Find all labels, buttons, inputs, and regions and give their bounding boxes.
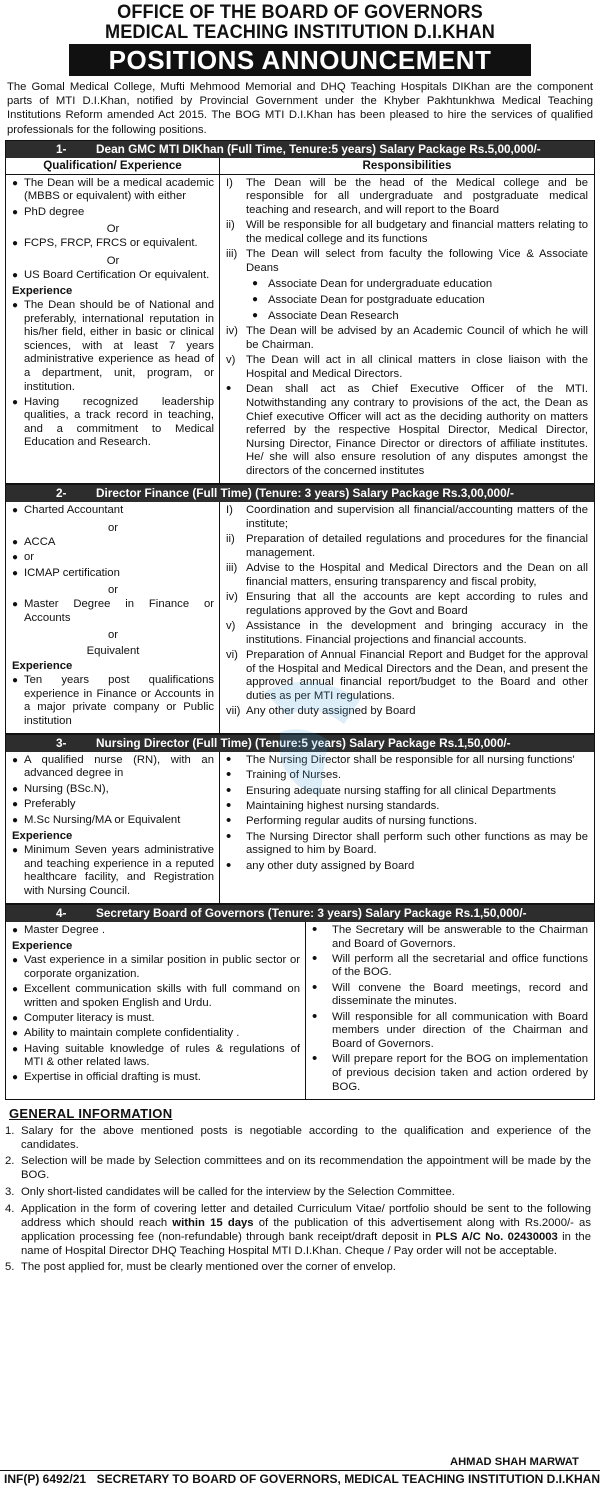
responsibilities-column [220, 752, 594, 903]
general-info-number: 2. [5, 1155, 15, 1168]
qualification-text: ICMAP certification [24, 566, 120, 579]
responsibility-item [226, 781, 588, 799]
responsibility-text: Preparation of detailed regulations and procedures for the financial management. [246, 533, 588, 559]
qualification-item [12, 551, 214, 565]
responsibility-marker: I) [226, 176, 233, 189]
experience-item [12, 844, 214, 898]
responsibility-text: Coordination and supervision all financial/accounting matters of the institute; [246, 504, 588, 530]
qualification-item [12, 814, 214, 828]
positions-list [5, 140, 595, 1100]
office-title: OFFICE OF THE BOARD OF GOVERNORS [117, 1, 483, 23]
qualification-item [12, 924, 300, 938]
responsibility-item [312, 920, 588, 951]
responsibility-marker: • [312, 949, 318, 967]
qualification-text: Master Degree . [24, 923, 105, 936]
position-title: Secretary Board of Governors (Tenure: 3 years) Salary Package Rs.1,50,000/- [96, 905, 527, 920]
or-separator: Equivalent [86, 644, 140, 657]
responsibility-text: Will prepare report for the BOG on implementation of previous decision taken and action ordered by BOG. [332, 1053, 588, 1093]
experience-label: Experience [12, 659, 73, 672]
responsibility-item [226, 177, 588, 218]
position-title: Dean GMC MTI DIKhan (Full Time, Tenure:5 years) Salary Package Rs.5,00,000/- [96, 141, 541, 156]
or-separator: or [107, 628, 119, 641]
responsibility-item [226, 620, 588, 647]
experience-label: Experience [12, 940, 73, 953]
responsibility-item [226, 325, 588, 352]
responsibility-text: Assistance in the development and bringing accuracy in the institutions. Financial projections and financial accounts. [246, 620, 588, 646]
experience-item [12, 983, 300, 1010]
column-headers [6, 158, 594, 175]
experience-text: Having suitable knowledge of rules & regulations of MTI & other related laws. [24, 1042, 300, 1069]
qualification-text: US Board Certification Or equivalent. [24, 268, 210, 281]
position-title: Nursing Director (Full Time) (Tenure:5 years) Salary Package Rs.1,50,000/- [96, 735, 511, 750]
responsibility-text: The Nursing Director shall be responsible for all nursing functions' [246, 753, 575, 766]
position-details [6, 752, 594, 903]
responsibility-marker: • [312, 978, 318, 996]
responsibility-item [226, 562, 588, 589]
responsibility-text: Will perform all the secretarial and office functions of the BOG. [332, 952, 588, 979]
or-separator: or [107, 521, 119, 534]
general-info-text: The post applied for, must be clearly mentioned over the corner of envelop. [21, 1261, 396, 1274]
responsibility-marker: vi) [226, 649, 238, 662]
experience-item [12, 674, 214, 728]
qualification-item [12, 269, 214, 283]
qualification-text: The Dean will be a medical academic (MBBS or equivalent) with either [24, 176, 214, 203]
intro-paragraph: The Gomal Medical College, Mufti Mehmood Memorial and DHQ Teaching Hospitals DIKhan are the component parts of MTI D.I.Khan, notified by Provincial Government under the Khyber Pakhtunkhwa Medical Teaching Institutions Reform amended Act 2015. The BOG MTI D.I.Khan has been pleased to hire the services of qualified professionals for the following positions. [7, 81, 593, 136]
sub-responsibility-text: Associate Dean for postgraduate education [268, 294, 485, 307]
responsibility-marker: • [226, 380, 232, 398]
responsibility-marker: vii) [226, 705, 241, 718]
bullet-icon: ● [12, 552, 19, 564]
reference-number: INF(P) 6492/21 [4, 1472, 87, 1487]
responsibility-marker: • [226, 797, 232, 815]
responsibility-text: Ensuring adequate nursing staffing for all clinical Departments [246, 784, 557, 797]
experience-text: Ten years post qualifications experience in Finance or Accounts in a major private company or Public institution [24, 673, 214, 727]
qualification-text: Charted Accountant [24, 504, 124, 517]
general-info-item [5, 1124, 595, 1152]
responsibility-item [226, 380, 588, 478]
position-title: Director Finance (Full Time) (Tenure: 3 years) Salary Package Rs.3,00,000/- [96, 486, 514, 501]
qualification-item [12, 567, 214, 581]
qualification-column-header: Qualification/ Experience [6, 158, 220, 174]
general-info-number: 3. [5, 1186, 15, 1199]
institution-title: MEDICAL TEACHING INSTITUTION D.I.KHAN [105, 21, 495, 43]
qualification-text: ACCA [24, 535, 56, 548]
sub-responsibility-text: Associate Dean Research [268, 310, 399, 323]
bullet-icon: ● [12, 1028, 19, 1040]
experience-item [12, 1012, 300, 1026]
bullet-icon: ● [12, 567, 19, 579]
qualification-item [12, 598, 214, 625]
bullet-icon: ● [12, 238, 19, 249]
qualification-item [12, 798, 214, 812]
responsibilities-column-header: Responsibilities [362, 158, 452, 172]
responsibility-text: any other duty assigned by Board [246, 859, 415, 872]
qualification-item [12, 504, 214, 518]
footer-bar [0, 1470, 600, 1488]
responsibility-item [226, 354, 588, 381]
responsibility-text: Will responsible for all communication with Board members under direction of the Chairman and Board of Governors. [332, 1010, 588, 1051]
general-info-text: Selection will be made by Selection committees and on its recommendation the appointment will be made by the BOG. [21, 1155, 591, 1182]
responsibility-text: Performing regular audits of nursing functions. [246, 815, 478, 828]
bullet-icon: ● [12, 1072, 19, 1084]
experience-item [12, 396, 214, 450]
general-info-fragment: Application in the form of covering letter and detailed Curriculum Vitae/ portfolio should be sent to the following address which should reach [21, 1202, 591, 1229]
experience-text: Computer literacy is must. [24, 1011, 155, 1024]
responsibility-marker: iv) [226, 591, 238, 604]
sub-responsibility [252, 309, 588, 323]
or-separator: or [107, 584, 119, 597]
general-info-item [5, 1154, 595, 1182]
qualification-item [12, 783, 214, 797]
general-info-text: Only short-listed candidates will be called for the interview by the Selection Committee. [21, 1186, 455, 1199]
qualification-item [12, 237, 214, 251]
position-block [5, 140, 595, 484]
position-block [5, 904, 595, 1100]
responsibility-marker: I) [226, 504, 233, 517]
bullet-icon: ● [12, 674, 19, 686]
responsibility-marker: iii) [226, 248, 238, 261]
responsibility-text: Advise to the Hospital and Medical Directors and the Dean on all financial matters, ensuring transparency and fiscal probity, [246, 562, 588, 588]
experience-label: Experience [12, 830, 73, 843]
responsibility-item [226, 827, 588, 858]
responsibility-text: Any other duty assigned by Board [246, 705, 416, 718]
responsibility-item [312, 978, 588, 1009]
experience-text: Vast experience in a similar position in public sector or corporate organization. [24, 954, 300, 980]
responsibility-item [226, 750, 588, 768]
sub-responsibility [252, 277, 588, 291]
general-info-text [21, 1202, 591, 1258]
qualification-text: A qualified nurse (RN), with an advanced degree in [24, 753, 214, 780]
general-info-fragment: in the name of Hospital Director DHQ Teaching Hospital MTI D.I.Khan. Cheque / Pay order will not be acceptable. [21, 1230, 591, 1257]
sub-responsibility [252, 293, 588, 307]
position-number: 4- [56, 905, 67, 920]
qualification-item [12, 754, 214, 781]
responsibility-text: The Dean will select from faculty the following Vice & Associate Deans [246, 248, 588, 274]
bullet-icon: ● [12, 1043, 19, 1055]
bullet-icon: ● [12, 783, 19, 795]
bullet-icon: ● [12, 396, 19, 408]
experience-item [12, 1043, 300, 1070]
bullet-icon: ● [12, 206, 19, 218]
responsibility-marker: • [226, 781, 232, 799]
general-info-item [5, 1185, 595, 1199]
responsibility-item [226, 856, 588, 874]
qualification-item [12, 536, 214, 550]
responsibility-text: The Secretary will be answerable to the Chairman and Board of Governors. [332, 923, 588, 950]
responsibility-text: The Nursing Director shall perform such other functions as may be assigned to him by Board. [246, 830, 588, 857]
responsibility-marker: • [312, 920, 318, 938]
bullet-icon: ● [12, 536, 19, 548]
responsibility-item [312, 949, 588, 980]
responsibility-marker: • [312, 1007, 318, 1025]
responsibility-item [226, 504, 588, 531]
qualification-text: Preferably [24, 798, 76, 811]
bullet-icon: ● [12, 984, 19, 996]
qualification-column [6, 175, 220, 483]
qualification-column [6, 922, 306, 1099]
responsibility-item [226, 591, 588, 618]
responsibility-marker: • [226, 750, 232, 768]
responsibility-item [312, 1007, 588, 1052]
responsibility-marker: v) [226, 620, 236, 633]
responsibility-marker: ii) [226, 219, 235, 232]
general-info-fragment: within 15 days [172, 1216, 254, 1229]
qualification-item [12, 206, 214, 220]
bullet-icon: ● [12, 177, 19, 189]
responsibility-marker: • [226, 856, 232, 874]
position-block [5, 734, 595, 904]
qualification-text: FCPS, FRCP, FRCS or equivalent. [24, 237, 198, 249]
responsibility-item [226, 766, 588, 784]
bullet-icon: ● [12, 599, 19, 611]
position-header [6, 141, 594, 158]
responsibility-text: Will convene the Board meetings, record and disseminate the minutes. [332, 981, 588, 1008]
general-information-title: GENERAL INFORMATION [9, 1106, 173, 1122]
general-info-item [5, 1202, 595, 1258]
position-header [6, 905, 594, 922]
position-details [6, 502, 594, 733]
bullet-icon: ● [12, 845, 19, 857]
responsibility-item [226, 649, 588, 703]
bullet-icon: ● [12, 924, 19, 936]
responsibility-text: The Dean will be the head of the Medical college and be responsible for all undergraduate and postgraduate medical teaching and research, and will report to the Board [246, 176, 588, 216]
responsibility-text: Will be responsible for all budgetary and financial matters relating to the medical college and its functions [246, 219, 588, 245]
qualification-text: PhD degree [24, 205, 85, 218]
qualification-text: M.Sc Nursing/MA or Equivalent [24, 813, 181, 826]
bullet-icon: ● [12, 754, 19, 766]
experience-item [12, 299, 214, 394]
responsibility-item [226, 705, 588, 719]
responsibility-item [312, 1050, 588, 1094]
responsibility-item [226, 219, 588, 246]
responsibility-text: The Dean will be advised by an Academic Council of which he will be Chairman. [246, 325, 588, 351]
responsibility-item [226, 797, 588, 815]
general-info-item [5, 1260, 595, 1274]
experience-text: Having recognized leadership qualities, a track record in teaching, and a commitment to Medical Education and Research. [24, 395, 214, 449]
bullet-icon: ● [12, 300, 19, 311]
bullet-icon: ● [12, 1012, 19, 1024]
responsibilities-column [220, 502, 594, 733]
qualification-column [6, 752, 220, 903]
bullet-icon: ● [252, 278, 259, 290]
responsibility-text: Preparation of Annual Financial Report and Budget for the approval of the Hospital and Medical Directors and the Dean, and present the approved annual financial report/budget to the Board and other duties as per MTI regulations. [246, 649, 588, 702]
signatory-name: AHMAD SHAH MARWAT [450, 1456, 579, 1468]
responsibility-marker: ii) [226, 533, 235, 546]
signatory-designation: SECRETARY TO BOARD OF GOVERNORS, MEDICAL TEACHING INSTITUTION D.I.KHAN [96, 1472, 600, 1487]
qualification-text: Nursing (BSc.N), [24, 782, 109, 795]
general-information-list [5, 1124, 595, 1274]
position-header [6, 735, 594, 752]
responsibility-marker: iv) [226, 325, 238, 338]
bullet-icon: ● [12, 814, 19, 826]
experience-label: Experience [12, 285, 73, 297]
qualification-text: or [24, 551, 35, 564]
sub-responsibility-text: Associate Dean for undergraduate education [268, 278, 493, 291]
position-details [6, 175, 594, 483]
position-number: 3- [56, 735, 67, 750]
responsibilities-column [220, 175, 594, 483]
qualification-text: Master Degree in Finance or Accounts [24, 598, 214, 624]
experience-item [12, 1071, 300, 1085]
responsibility-text: Dean shall act as Chief Executive Officer of the MTI. Notwithstanding any contrary to provisions of the act, the Dean as Chief executive Officer will act as the deciding authority on matters referred by the respective Hospital Director, Medical Director, Nursing Director, Finance Director or directors of affiliate institutes. He/ she will also ensure resolution of any disputes amongst the directors of the concerned institutes [246, 383, 588, 477]
experience-item [12, 1027, 300, 1041]
qualification-item [12, 177, 214, 204]
position-number: 2- [56, 486, 67, 501]
responsibility-text: Maintaining highest nursing standards. [246, 800, 440, 813]
responsibility-marker: iii) [226, 562, 238, 575]
responsibility-item [226, 248, 588, 275]
or-separator: Or [106, 223, 120, 235]
or-separator: Or [106, 254, 120, 267]
general-info-number: 5. [5, 1261, 15, 1274]
responsibility-text: Ensuring that all the accounts are kept according to rules and regulations approved by the Govt and Board [246, 591, 588, 617]
experience-text: Minimum Seven years administrative and teaching experience in a reputed healthcare facility, and Registration with Nursing Council. [24, 844, 214, 897]
general-info-number: 1. [5, 1124, 15, 1137]
responsibility-text: The Dean will act in all clinical matters in close liaison with the Hospital and Medical Directors. [246, 354, 588, 380]
bullet-icon: ● [12, 955, 19, 967]
announcement-banner: POSITIONS ANNOUNCEMENT [69, 44, 531, 76]
experience-text: Expertise in official drafting is must. [24, 1071, 201, 1084]
position-block [5, 484, 595, 734]
experience-text: Excellent communication skills with full command on written and spoken English and Urdu. [24, 983, 300, 1009]
bullet-icon: ● [12, 269, 19, 281]
responsibility-marker: • [226, 827, 232, 845]
responsibility-text: Training of Nurses. [246, 769, 342, 782]
position-header [6, 485, 594, 502]
general-info-number: 4. [5, 1202, 15, 1215]
bullet-icon: ● [12, 505, 19, 517]
responsibilities-column [306, 922, 594, 1099]
bullet-icon: ● [252, 310, 259, 322]
responsibility-marker: • [312, 1050, 318, 1068]
general-info-text: Salary for the above mentioned posts is negotiable according to the qualification and experience of the candidates. [21, 1124, 591, 1151]
general-info-fragment: of the publication of this advertisement along with Rs.2000/- as application processing fee (non-refundable) through bank receipt/draft deposit in [21, 1216, 591, 1243]
position-details [6, 922, 594, 1099]
responsibility-marker: v) [226, 354, 236, 367]
general-info-fragment: PLS A/C No. 02430003 [435, 1230, 558, 1243]
experience-text: The Dean should be of National and preferably, international reputation in his/her field, either in basic or clinical sciences, with at least 7 years administrative experience as head of a department, unit, program, or institution. [24, 299, 214, 393]
qualification-column [6, 502, 220, 733]
position-number: 1- [56, 141, 67, 156]
responsibility-marker: • [226, 766, 232, 784]
responsibility-item [226, 533, 588, 560]
responsibility-item [226, 812, 588, 830]
bullet-icon: ● [12, 799, 19, 811]
experience-item [12, 954, 300, 981]
bullet-icon: ● [252, 294, 259, 306]
experience-text: Ability to maintain complete confidentiality . [24, 1027, 240, 1040]
responsibility-marker: • [226, 812, 232, 830]
